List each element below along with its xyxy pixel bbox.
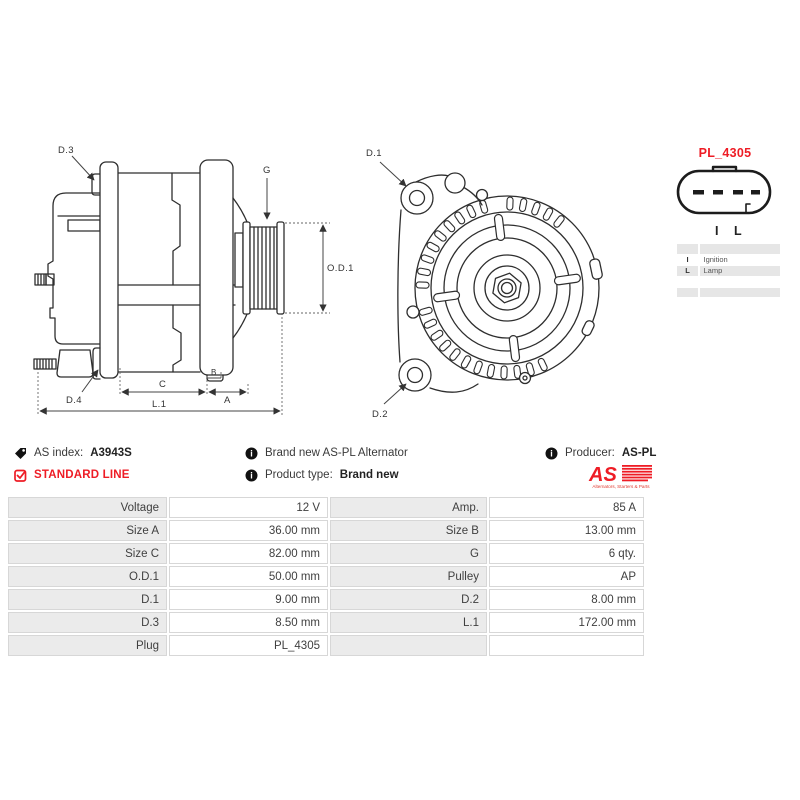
spec-label: Plug: [8, 635, 167, 656]
standard-line-label: STANDARD LINE: [34, 469, 130, 481]
pin-label-i: I: [715, 224, 719, 238]
dim-label-d3: D.3: [58, 145, 74, 156]
table-row: [8, 566, 644, 587]
spec-value: 50.00 mm: [169, 566, 328, 587]
plug-pin-labels: [660, 224, 792, 240]
spec-label: Size B: [330, 520, 487, 541]
spec-value: 6 qty.: [489, 543, 644, 564]
dim-label-l1: L.1: [152, 399, 167, 410]
info-icon: [245, 469, 258, 482]
legend-header-cell: [700, 244, 780, 254]
table-row: [8, 612, 644, 633]
as-index-value: A3943S: [90, 447, 132, 459]
producer-value: AS-PL: [621, 447, 657, 459]
svg-text:i: i: [550, 448, 553, 459]
dim-label-d4: D.4: [66, 395, 82, 406]
dim-label-a: A: [224, 395, 231, 406]
spec-value: 12 V: [169, 497, 328, 518]
logo-text: AS: [589, 464, 617, 486]
spec-label: O.D.1: [8, 566, 167, 587]
legend-desc: Lamp: [700, 266, 780, 276]
plug-connector-drawing: [660, 163, 790, 219]
spec-value: 8.00 mm: [489, 589, 644, 610]
dim-label-c: C: [159, 379, 167, 390]
spec-label: Amp.: [330, 497, 487, 518]
spec-label: L.1: [330, 612, 487, 633]
plug-legend-table: [677, 244, 792, 297]
spec-label: D.1: [8, 589, 167, 610]
producer-label: Producer:: [565, 447, 615, 459]
spec-label: D.2: [330, 589, 487, 610]
spec-value: 8.50 mm: [169, 612, 328, 633]
dim-label-b: B: [211, 368, 217, 377]
producer-block: [545, 442, 657, 495]
plug-code: PL_4305: [698, 146, 752, 160]
product-id-block: [14, 442, 132, 486]
dim-label-d1: D.1: [366, 148, 382, 159]
table-row: [8, 589, 644, 610]
spec-value: AP: [489, 566, 644, 587]
spec-label: Pulley: [330, 566, 487, 587]
legend-footer-cell: [700, 288, 780, 298]
spec-label: Size A: [8, 520, 167, 541]
spec-value: 82.00 mm: [169, 543, 328, 564]
legend-desc: Ignition: [700, 255, 780, 265]
table-row: [8, 520, 644, 541]
product-type-label: Product type:: [265, 469, 333, 481]
product-type-value: Brand new: [339, 469, 399, 481]
spec-label: Size C: [8, 543, 167, 564]
table-row: [8, 497, 644, 518]
front-view-drawing: [398, 173, 603, 392]
info-icon: [245, 447, 258, 460]
svg-text:i: i: [250, 470, 253, 481]
as-pl-logo: [585, 462, 657, 490]
svg-text:i: i: [250, 448, 253, 459]
info-icon: [545, 447, 558, 460]
spec-value: 13.00 mm: [489, 520, 644, 541]
legend-pin: I: [677, 255, 698, 265]
dim-label-d2: D.2: [372, 409, 388, 420]
spec-value: 172.00 mm: [489, 612, 644, 633]
as-index-label: AS index:: [34, 447, 84, 459]
alternator-side-view-diagram: [22, 128, 360, 420]
tag-icon: [14, 447, 27, 460]
spec-label: Voltage: [8, 497, 167, 518]
spec-label: [330, 635, 487, 656]
spec-value: 85 A: [489, 497, 644, 518]
product-description-block: [245, 442, 408, 486]
legend-header-cell: [677, 244, 698, 254]
spec-value: 9.00 mm: [169, 589, 328, 610]
dim-label-od1: O.D.1: [327, 263, 354, 274]
side-view-drawing: [34, 160, 284, 381]
pin-label-l: L: [734, 224, 742, 238]
table-row: [8, 635, 644, 656]
legend-pin: L: [677, 266, 698, 276]
checkbox-check-icon: [14, 469, 27, 482]
spec-value: [489, 635, 644, 656]
dim-label-g: G: [263, 165, 271, 176]
spec-value: PL_4305: [169, 635, 328, 656]
spec-value: 36.00 mm: [169, 520, 328, 541]
alternator-front-view-diagram: [350, 136, 644, 424]
legend-footer-cell: [677, 288, 698, 298]
spec-table: [6, 495, 646, 658]
plug-block: [660, 146, 792, 297]
spec-label: D.3: [8, 612, 167, 633]
brand-new-text: Brand new AS-PL Alternator: [265, 447, 408, 459]
logo-subtext: Alternators, Starters & Parts: [592, 484, 650, 489]
spec-label: G: [330, 543, 487, 564]
plug-pins: [693, 190, 760, 195]
table-row: [8, 543, 644, 564]
